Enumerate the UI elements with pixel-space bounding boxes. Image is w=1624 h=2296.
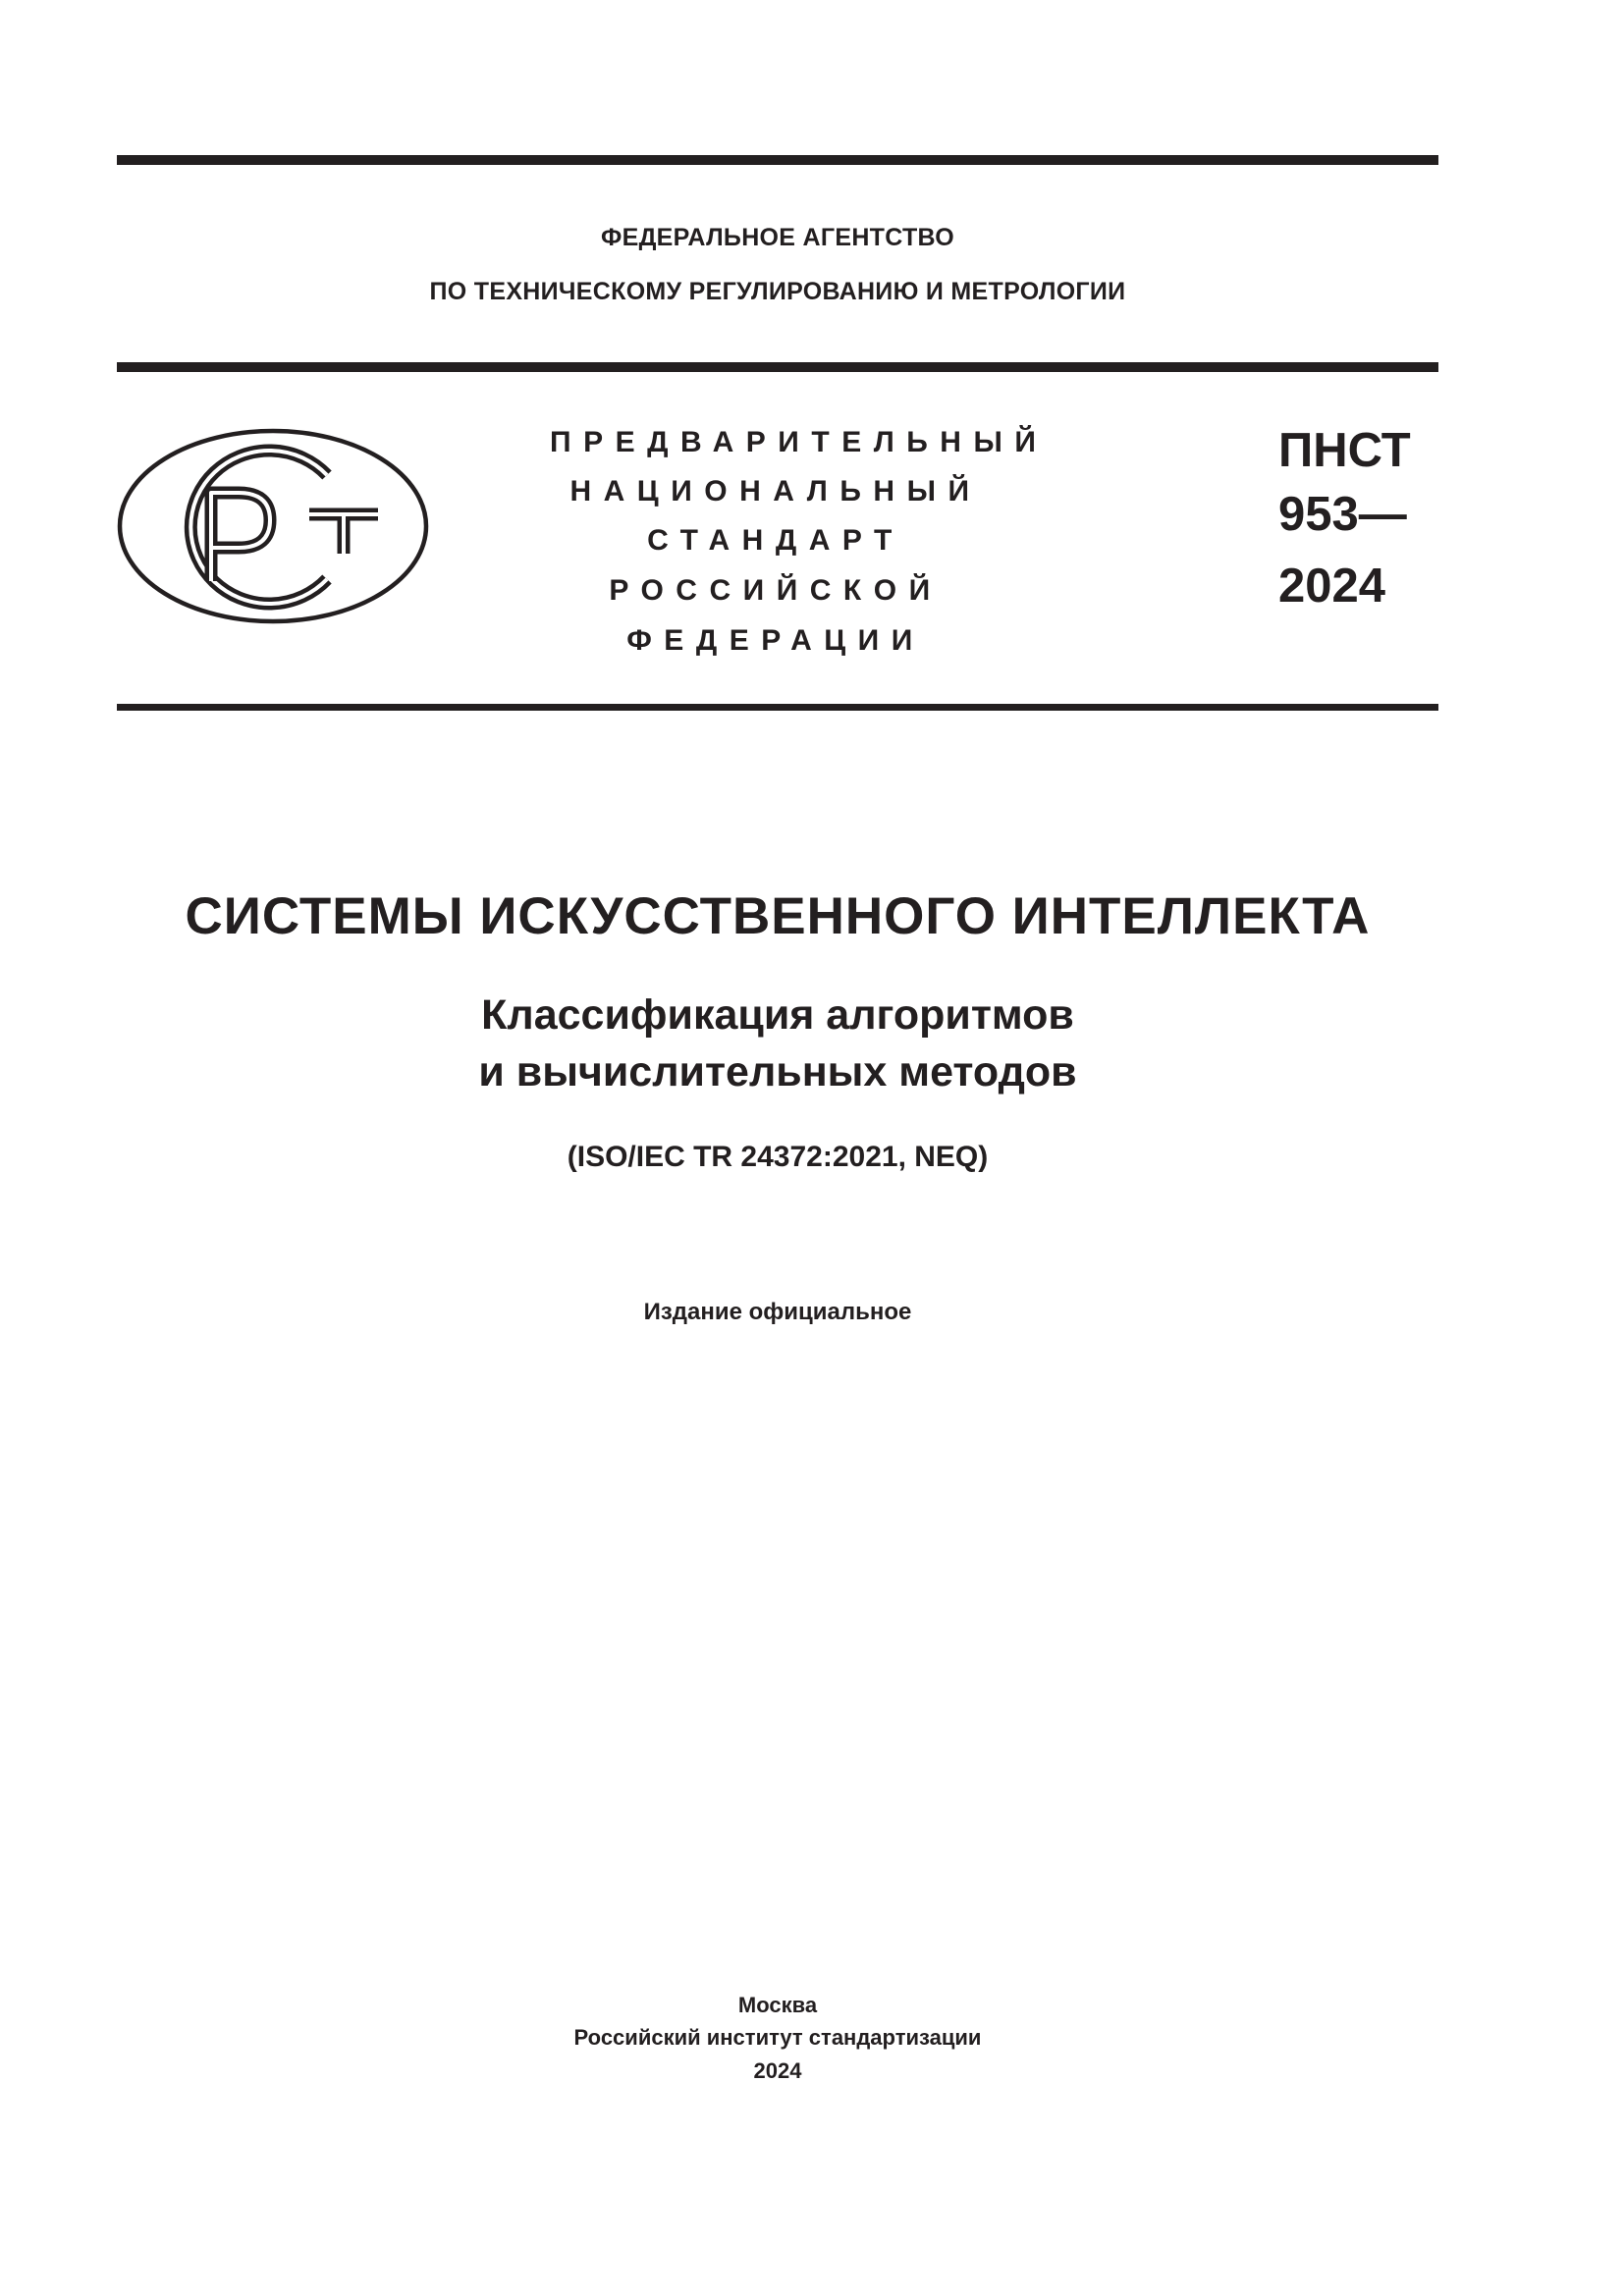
standard-type-line-5: ФЕДЕРАЦИИ [626, 624, 925, 657]
standard-type-line-3: СТАНДАРТ [647, 524, 904, 557]
standard-type-line-4: РОССИЙСКОЙ [609, 574, 943, 607]
standard-type-line-1: ПРЕДВАРИТЕЛЬНЫЙ [550, 426, 1049, 458]
lower-rule [117, 704, 1438, 711]
middle-rule [117, 362, 1438, 372]
international-reference: (ISO/IEC TR 24372:2021, NEQ) [567, 1141, 989, 1173]
imprint-publisher: Российский институт стандартизации [573, 2025, 982, 2050]
document-title: СИСТЕМЫ ИСКУССТВЕННОГО ИНТЕЛЛЕКТА [185, 887, 1371, 945]
designation-line-2: 953— [1278, 488, 1407, 541]
document-subtitle-line-2: и вычислительных методов [478, 1048, 1077, 1095]
agency-name-line-1: ФЕДЕРАЛЬНОЕ АГЕНТСТВО [600, 224, 955, 251]
standard-type-line-2: НАЦИОНАЛЬНЫЙ [569, 475, 982, 507]
designation-line-1: ПНСТ [1278, 424, 1411, 477]
top-rule [117, 155, 1438, 165]
imprint-year: 2024 [753, 2058, 802, 2083]
agency-name-line-2: ПО ТЕХНИЧЕСКОМУ РЕГУЛИРОВАНИЮ И МЕТРОЛОГИИ [429, 278, 1126, 305]
rst-certification-mark-icon [117, 428, 429, 624]
imprint-city: Москва [737, 1993, 818, 2017]
edition-note: Издание официальное [643, 1299, 912, 1325]
document-subtitle-line-1: Классификация алгоритмов [481, 991, 1074, 1039]
designation-line-3: 2024 [1278, 560, 1386, 613]
